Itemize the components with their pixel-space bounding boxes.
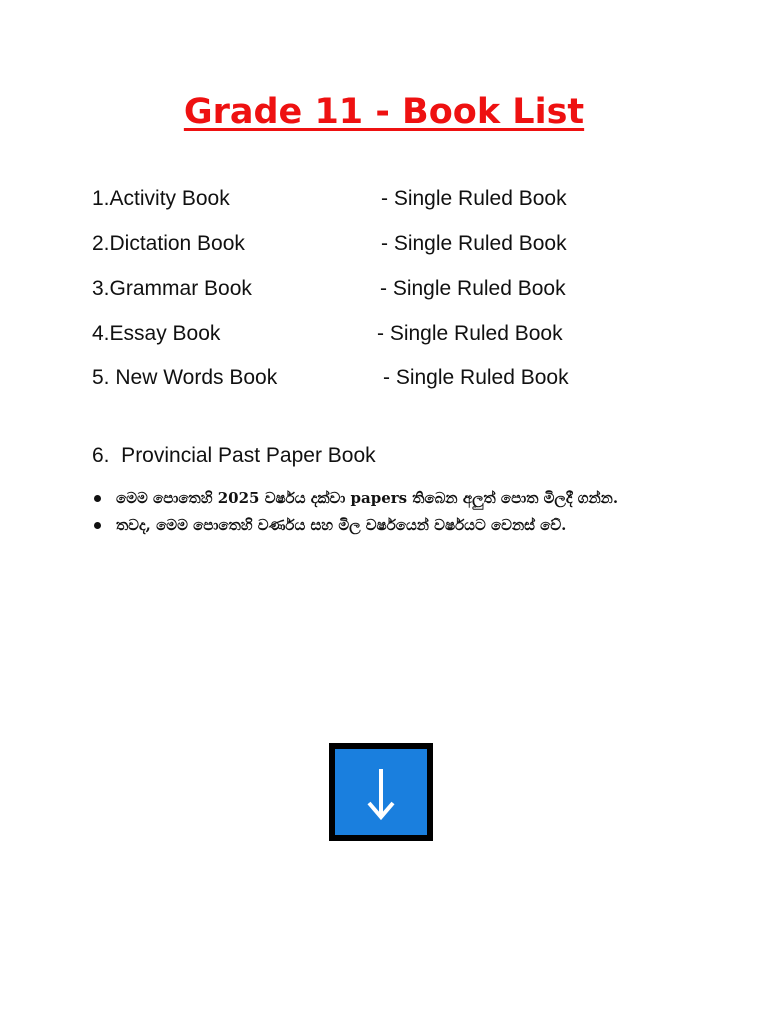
book-name: Dictation Book bbox=[109, 232, 245, 255]
book-name: Essay Book bbox=[109, 322, 221, 345]
book-list-item bbox=[92, 319, 563, 349]
book-type: - Single Ruled Book bbox=[383, 366, 569, 389]
book-number: 5. bbox=[92, 366, 116, 389]
book-number: 1. bbox=[92, 187, 110, 210]
notes-list bbox=[94, 486, 684, 540]
book-list-item bbox=[92, 363, 569, 393]
book-type: - Single Ruled Book bbox=[381, 187, 567, 210]
book-number: 3. bbox=[92, 277, 110, 300]
note-text: තවද, මෙම පොතෙහි වර්ණය සහ මිල වර්ෂයෙන් වර්ෂයට වෙනස් වේ. bbox=[116, 516, 567, 534]
book-name: New Words Book bbox=[115, 366, 278, 389]
bullet-icon bbox=[94, 522, 101, 529]
book-number: 2. bbox=[92, 232, 110, 255]
book-type: - Single Ruled Book bbox=[381, 232, 567, 255]
download-button[interactable] bbox=[329, 743, 433, 841]
book-list-item bbox=[92, 274, 566, 304]
book-name: Grammar Book bbox=[109, 277, 252, 300]
book-list-item bbox=[92, 229, 567, 259]
page-title: Grade 11 - Book List bbox=[183, 92, 585, 132]
arrow-down-icon bbox=[335, 749, 427, 835]
note-item bbox=[94, 486, 684, 510]
book-number: 4. bbox=[92, 322, 110, 345]
book-list-item bbox=[92, 184, 567, 214]
bullet-icon bbox=[94, 495, 101, 502]
note-item bbox=[94, 513, 684, 537]
book-name: Activity Book bbox=[109, 187, 230, 210]
book-type: - Single Ruled Book bbox=[377, 322, 563, 345]
provincial-paper-item: 6. Provincial Past Paper Book bbox=[92, 444, 376, 467]
book-type: - Single Ruled Book bbox=[380, 277, 566, 300]
note-text: මෙම පොතෙහි 2025 වර්ෂය දක්වා papers තිබෙන අලුත් පොත මිලදී ගන්න. bbox=[116, 489, 619, 507]
